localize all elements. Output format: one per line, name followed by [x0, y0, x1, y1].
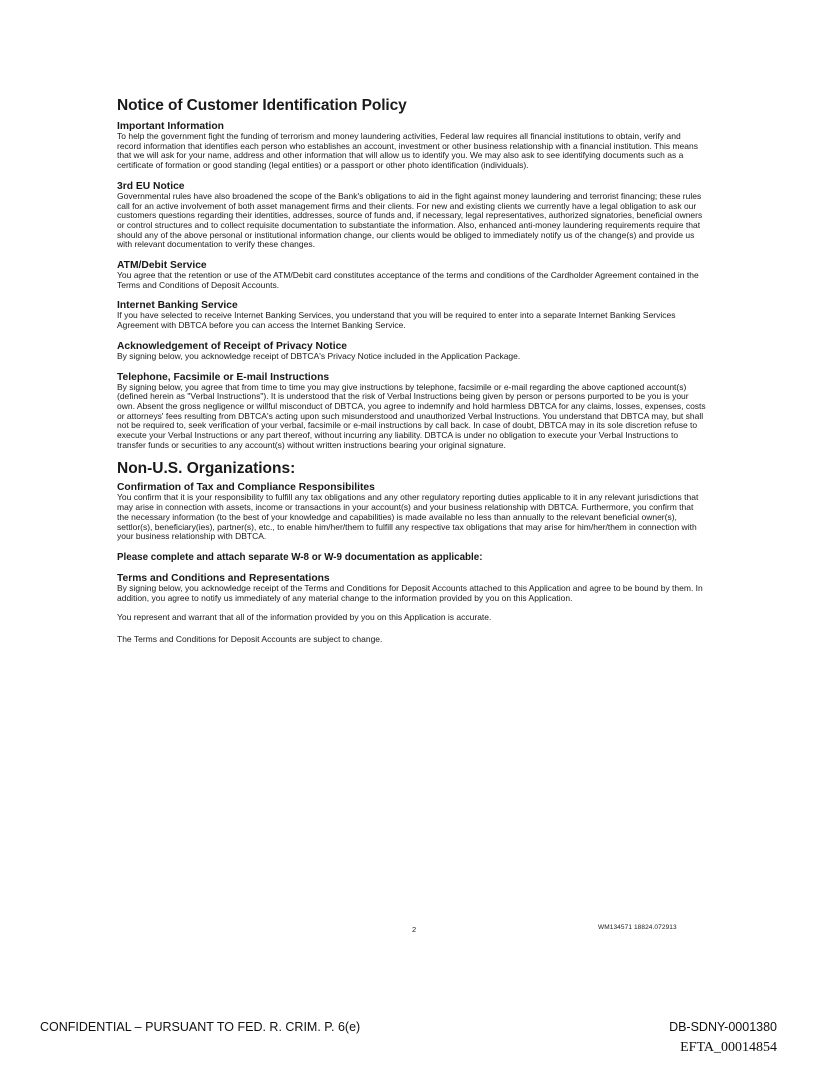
section-body: If you have selected to receive Internet Banking Services, you understand that you will be required to enter into a separate Internet Banking Services Agreement with DBTCA before you can access the Internet Banking Service.	[117, 310, 676, 331]
section-body: You agree that the retention or use of the ATM/Debit card constitutes acceptance of the terms and conditions of the Cardholder Agreement contained in the Terms and Conditions of Deposit Accounts.	[117, 270, 699, 290]
section-title: Internet Banking Service	[117, 300, 238, 312]
attach-documentation-notice: Please complete and attach separate W-8 or W-9 documentation as applicable:	[117, 551, 483, 563]
section-body: To help the government fight the funding of terrorism and money laundering activities, Federal law requires all financial institutions to obtain, verify and record information that identifies each person who establishes an account, investment or other business relationship with a financial institution. This means that we will ask for your name, address and other information that will allow us to identify you. We may also ask to see identifying documents such as a certificate of formation or good standing (legal entities) or a passport or other photo identification (individuals).	[117, 131, 698, 171]
section-title: 3rd EU Notice	[117, 180, 185, 192]
non-us-heading: Non-U.S. Organizations:	[117, 460, 296, 478]
section-important-information	[117, 121, 707, 171]
section-body: By signing below, you agree that from time to time you may give instructions by telephone, facsimile or e-mail regarding the above captioned account(s) (defined herein as "Verbal Instructions"). It is understood that the risk of Verbal Instructions being given by person or persons purported to be you is your own. Absent the gross negligence or willful misconduct of DBTCA, you agree to indemnify and hold harmless DBTCA for any claims, losses, expenses, costs or attorneys' fees resulting from DBTCA's acting upon such misunderstood and unauthorized Verbal Instructions. You understand that DBTCA may, but shall not be required to, seek verification of your verbal, facsimile or e-mail instructions by call back. In case of doubt, DBTCA may in its sole discretion refuse to execute your Verbal Instructions or any part thereof, without incurring any liability. DBTCA is under no obligation to execute your Verbal Instructions to transfer funds or securities to any account(s) without written instructions bearing your original signature.	[117, 381, 706, 450]
section-telephone-instructions	[117, 372, 707, 451]
section-body: By signing below, you acknowledge receipt of the Terms and Conditions for Deposit Accounts attached to this Application and agree to be bound by them. In addition, you agree to notify us immediately of any material change to the information provided by you on this Application.	[117, 582, 703, 603]
section-atm-debit-service	[117, 260, 707, 290]
section-privacy-notice	[117, 341, 707, 362]
section-tax-compliance	[117, 482, 707, 542]
warranty-statement: You represent and warrant that all of the information provided by you on this Application is accurate.	[117, 612, 492, 623]
page-title: Notice of Customer Identification Policy	[117, 97, 407, 114]
page-number: 2	[412, 925, 417, 934]
section-terms-conditions	[117, 573, 707, 603]
bates-number: DB-SDNY-0001380	[669, 1020, 777, 1034]
document-code: WM134571 18824.072913	[598, 924, 677, 931]
section-internet-banking	[117, 300, 707, 330]
section-title: Important Information	[117, 121, 224, 132]
section-body: Governmental rules have also broadened the scope of the Bank's obligations to aid in the fight against money laundering and terrorist financing; these rules call for an active involvement of both asset management firms and their clients. For new and existing clients we currently have a legal obligation to ask our customers questions regarding their identities, addresses, source of funds and, if necessary, legal representatives, authorized signatories, beneficial owners or control structures and to collect requisite documentation to substantiate the information. Also, enhanced anti-money laundering requirements require that should any of the above personal or institutional information change, our clients would be obliged to immediately notify us of the change(s) and provide us with relevant documentation to verify these changes.	[117, 190, 703, 250]
section-body: You confirm that it is your responsibility to fulfill any tax obligations and any other regulatory reporting duties applicable to it in any relevant jurisdictions that may arise in connection with assets, income or transactions in your account(s) and your business relationship with DBTCA. Furthermore, you confirm that the necessary information (to the best of your knowledge and capabilities) is made available no less than annually to the relevant beneficial owner(s), settlor(s), beneficiary(ies), partner(s), etc., to enable him/her/them to fulfill any respective tax obligations that may arise for him/her/them in connection with your business relationship with DBTCA.	[117, 492, 699, 542]
section-title: Acknowledgement of Receipt of Privacy Notice	[117, 340, 348, 352]
section-title: ATM/Debit Service	[117, 260, 207, 272]
document-content	[117, 97, 707, 657]
section-title: Terms and Conditions and Representations	[117, 572, 330, 584]
subject-to-change-statement: The Terms and Conditions for Deposit Accounts are subject to change.	[117, 634, 383, 645]
section-title: Telephone, Facsimile or E-mail Instructions	[117, 371, 330, 383]
section-3rd-eu-notice	[117, 181, 707, 250]
confidential-notice: CONFIDENTIAL – PURSUANT TO FED. R. CRIM. P. 6(e)	[40, 1020, 361, 1034]
section-body: By signing below, you acknowledge receipt of DBTCA's Privacy Notice included in the Application Package.	[117, 350, 521, 361]
efta-number: EFTA_00014854	[680, 1040, 777, 1055]
section-title: Confirmation of Tax and Compliance Responsibilites	[117, 482, 375, 494]
